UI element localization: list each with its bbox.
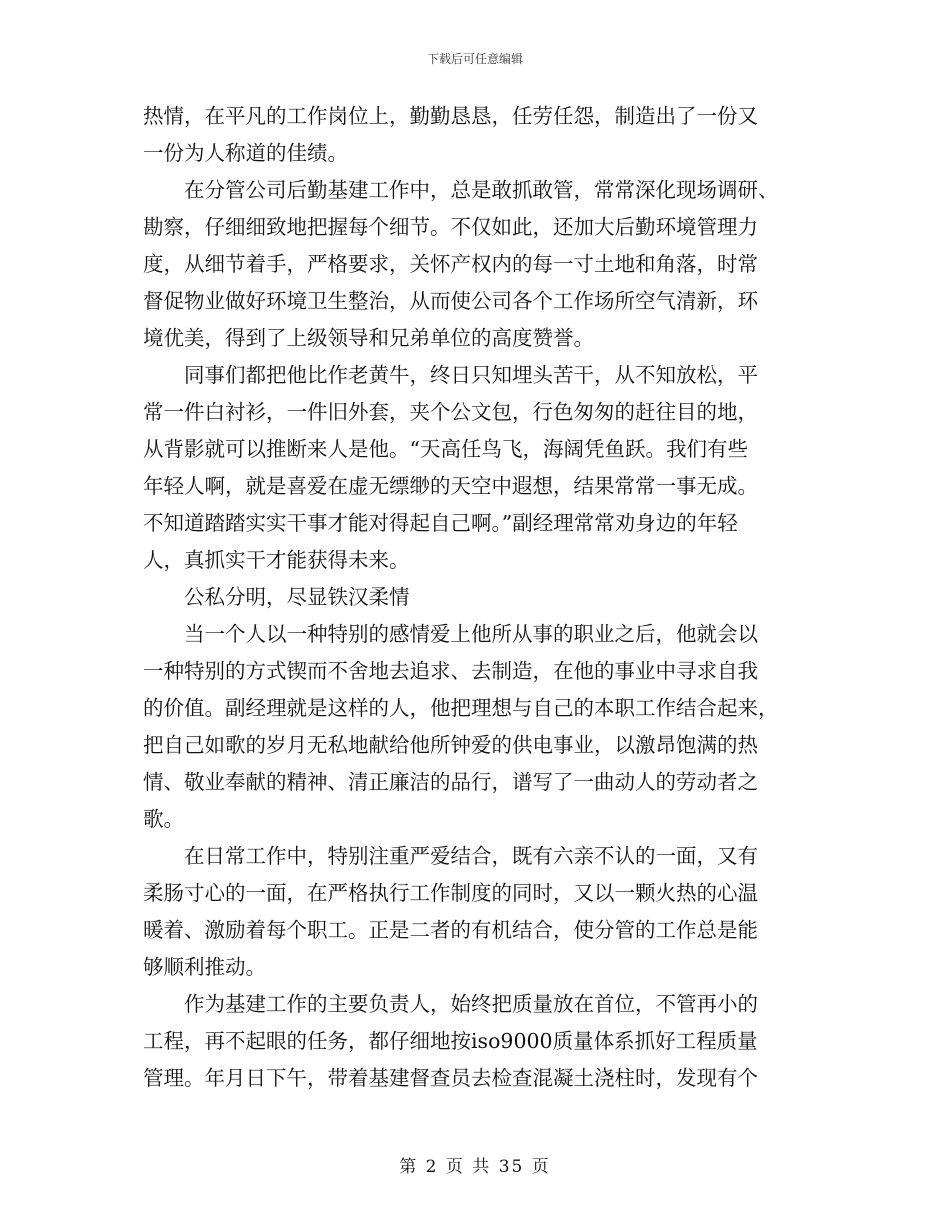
text-line: 一种特别的方式锲而不舍地去追求、去制造，在他的事业中寻求自我 (143, 659, 758, 683)
text-line: 公私分明，尽显铁汉柔情 (143, 585, 410, 609)
text-line: 工程，再不起眼的任务，都仔细地按iso9000质量体系抓好工程质量 (143, 1029, 758, 1053)
document-body (143, 98, 808, 1097)
page-header: 下载后可任意编辑 (426, 52, 523, 66)
text-line: 柔肠寸心的一面，在严格执行工作制度的同时，又以一颗火热的心温 (143, 881, 758, 905)
page-number: 第 2 页 共 35 页 (399, 1157, 551, 1177)
text-line: 年轻人啊，就是喜爱在虚无缥缈的天空中遐想，结果常常一事无成。 (143, 474, 758, 498)
text-line: 情、敬业奉献的精神、清正廉洁的品行，谱写了一曲动人的劳动者之 (143, 770, 758, 794)
text-line: 当一个人以一种特别的感情爱上他所从事的职业之后，他就会以 (143, 622, 758, 646)
text-line: 境优美，得到了上级领导和兄弟单位的高度赞誉。 (143, 326, 594, 350)
text-line: 热情，在平凡的工作岗位上，勤勤恳恳，任劳任怨，制造出了一份又 (143, 104, 758, 128)
text-line: 不知道踏踏实实干事才能对得起自己啊。”副经理常常劝身边的年轻 (143, 511, 738, 535)
text-line: 在日常工作中，特别注重严爱结合，既有六亲不认的一面，又有 (143, 844, 758, 868)
text-line: 歌。 (143, 807, 184, 831)
text-line: 一份为人称道的佳绩。 (143, 141, 348, 165)
text-line: 作为基建工作的主要负责人，始终把质量放在首位，不管再小的 (143, 992, 758, 1016)
text-line: 督促物业做好环境卫生整治，从而使公司各个工作场所空气清新，环 (143, 289, 758, 313)
text-line: 同事们都把他比作老黄牛，终日只知埋头苦干，从不知放松，平 (143, 363, 758, 387)
text-line: 够顺利推动。 (143, 955, 266, 979)
text-line: 管理。年月日下午，带着基建督查员去检查混凝土浇柱时，发现有个 (143, 1066, 758, 1090)
text-line: 把自己如歌的岁月无私地献给他所钟爱的供电事业，以激昂饱满的热 (143, 733, 758, 757)
text-line: 度，从细节着手，严格要求，关怀产权内的每一寸土地和角落，时常 (143, 252, 758, 276)
text-line: 常一件白衬衫，一件旧外套，夹个公文包，行色匆匆的赶往目的地， (143, 400, 758, 424)
text-line: 在分管公司后勤基建工作中，总是敢抓敢管，常常深化现场调研、 (143, 178, 779, 202)
text-line: 暖着、激励着每个职工。正是二者的有机结合，使分管的工作总是能 (143, 918, 758, 942)
text-line: 勘察，仔细细致地把握每个细节。不仅如此，还加大后勤环境管理力 (143, 215, 758, 239)
text-line: 从背影就可以推断来人是他。“天高任鸟飞，海阔凭鱼跃。我们有些 (143, 437, 748, 461)
text-line: 的价值。副经理就是这样的人，他把理想与自己的本职工作结合起来， (143, 696, 779, 720)
text-line: 人，真抓实干才能获得未来。 (143, 548, 410, 572)
